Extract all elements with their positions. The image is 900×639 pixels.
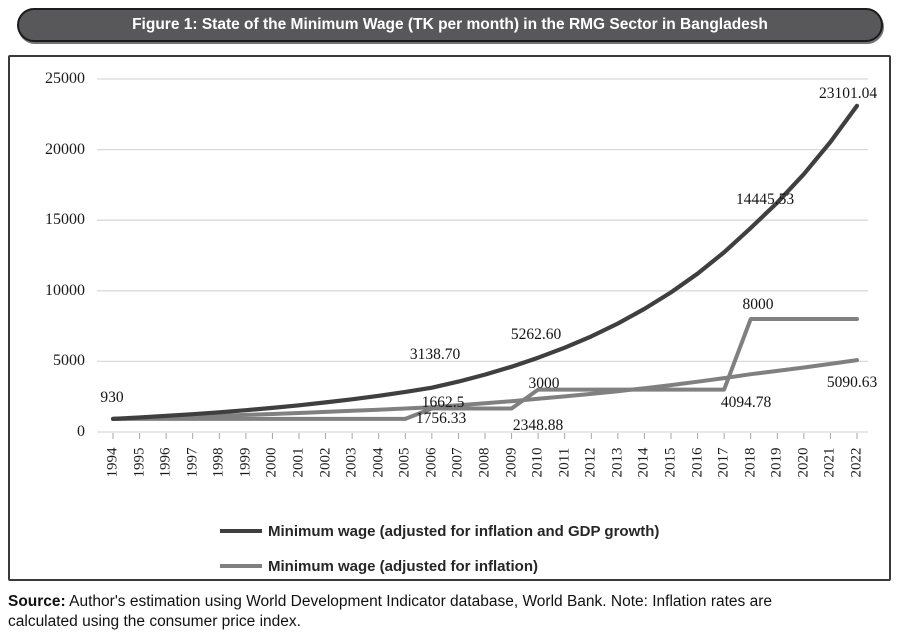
legend-item-inflation	[220, 557, 659, 575]
x-axis-label-2006: 2006	[423, 447, 440, 478]
legend-label: Minimum wage (adjusted for inflation)	[268, 557, 538, 575]
x-axis-label-1999: 1999	[237, 447, 254, 478]
data-label-3000: 3000	[528, 375, 560, 392]
legend	[220, 522, 659, 592]
x-axis-label-1995: 1995	[131, 447, 148, 478]
x-axis-label-2017: 2017	[715, 447, 732, 478]
data-label-930: 930	[100, 389, 124, 406]
data-label-1756.33: 1756.33	[415, 410, 467, 427]
x-axis-label-1996: 1996	[157, 447, 174, 478]
x-axis-label-2007: 2007	[449, 447, 466, 478]
data-label-3138.70: 3138.70	[409, 346, 461, 363]
source-label: Source:	[8, 593, 66, 610]
x-axis-label-2016: 2016	[689, 447, 706, 478]
x-axis-label-2014: 2014	[635, 447, 652, 478]
x-axis-label-2008: 2008	[476, 447, 493, 478]
y-axis-label-5000: 5000	[53, 352, 85, 370]
data-label-2348.88: 2348.88	[512, 417, 564, 434]
x-axis-label-2001: 2001	[290, 447, 307, 478]
x-axis-label-2022: 2022	[848, 447, 865, 478]
x-axis-label-2004: 2004	[370, 447, 387, 478]
x-axis-label-2005: 2005	[396, 447, 413, 478]
chart-panel	[8, 55, 891, 581]
data-label-5262.60: 5262.60	[510, 326, 562, 343]
x-axis-label-2019: 2019	[768, 447, 785, 478]
x-axis-label-1997: 1997	[184, 447, 201, 478]
data-label-14445.53: 14445.53	[735, 191, 795, 208]
source-text-line1: Author's estimation using World Development Indicator database, World Bank. Note: Inflation rates are	[65, 593, 773, 610]
data-label-5090.63: 5090.63	[826, 374, 878, 391]
x-axis-label-2002: 2002	[317, 447, 334, 478]
y-axis-label-20000: 20000	[45, 140, 85, 158]
data-label-23101.04: 23101.04	[818, 85, 878, 102]
x-axis-label-2010: 2010	[529, 447, 546, 478]
y-axis-label-25000: 25000	[45, 70, 85, 87]
data-label-1662.5: 1662.5	[421, 394, 465, 411]
x-axis-label-2018: 2018	[742, 447, 759, 478]
legend-swatch-gray	[220, 564, 262, 568]
data-label-8000: 8000	[742, 296, 774, 313]
x-axis-label-2015: 2015	[662, 447, 679, 478]
data-label-4094.78: 4094.78	[720, 394, 772, 411]
x-axis-label-2021: 2021	[821, 447, 838, 478]
source-note	[8, 592, 896, 631]
x-axis-label-1998: 1998	[210, 447, 227, 478]
legend-label: Minimum wage (adjusted for inflation and GDP growth)	[268, 522, 660, 540]
x-axis-label-2009: 2009	[503, 447, 520, 478]
x-axis-label-2003: 2003	[343, 447, 360, 478]
x-axis-label-2013: 2013	[609, 447, 626, 478]
legend-swatch-dark	[220, 529, 262, 533]
y-axis-label-10000: 10000	[45, 281, 85, 299]
x-axis-label-2020: 2020	[795, 447, 812, 478]
x-axis-label-2000: 2000	[263, 447, 280, 478]
source-text-line2: calculated using the consumer price index.	[8, 612, 301, 630]
figure-title-bar	[17, 8, 883, 42]
y-axis-label-15000: 15000	[45, 211, 85, 229]
legend-item-inflation-gdp	[220, 522, 659, 540]
y-axis-label-0: 0	[77, 423, 85, 440]
x-axis-label-2012: 2012	[582, 447, 599, 478]
figure-title: Figure 1: State of the Minimum Wage (TK per month) in the RMG Sector in Bangladesh	[132, 16, 768, 33]
x-axis-label-1994: 1994	[104, 447, 121, 478]
x-axis-label-2011: 2011	[556, 447, 573, 478]
